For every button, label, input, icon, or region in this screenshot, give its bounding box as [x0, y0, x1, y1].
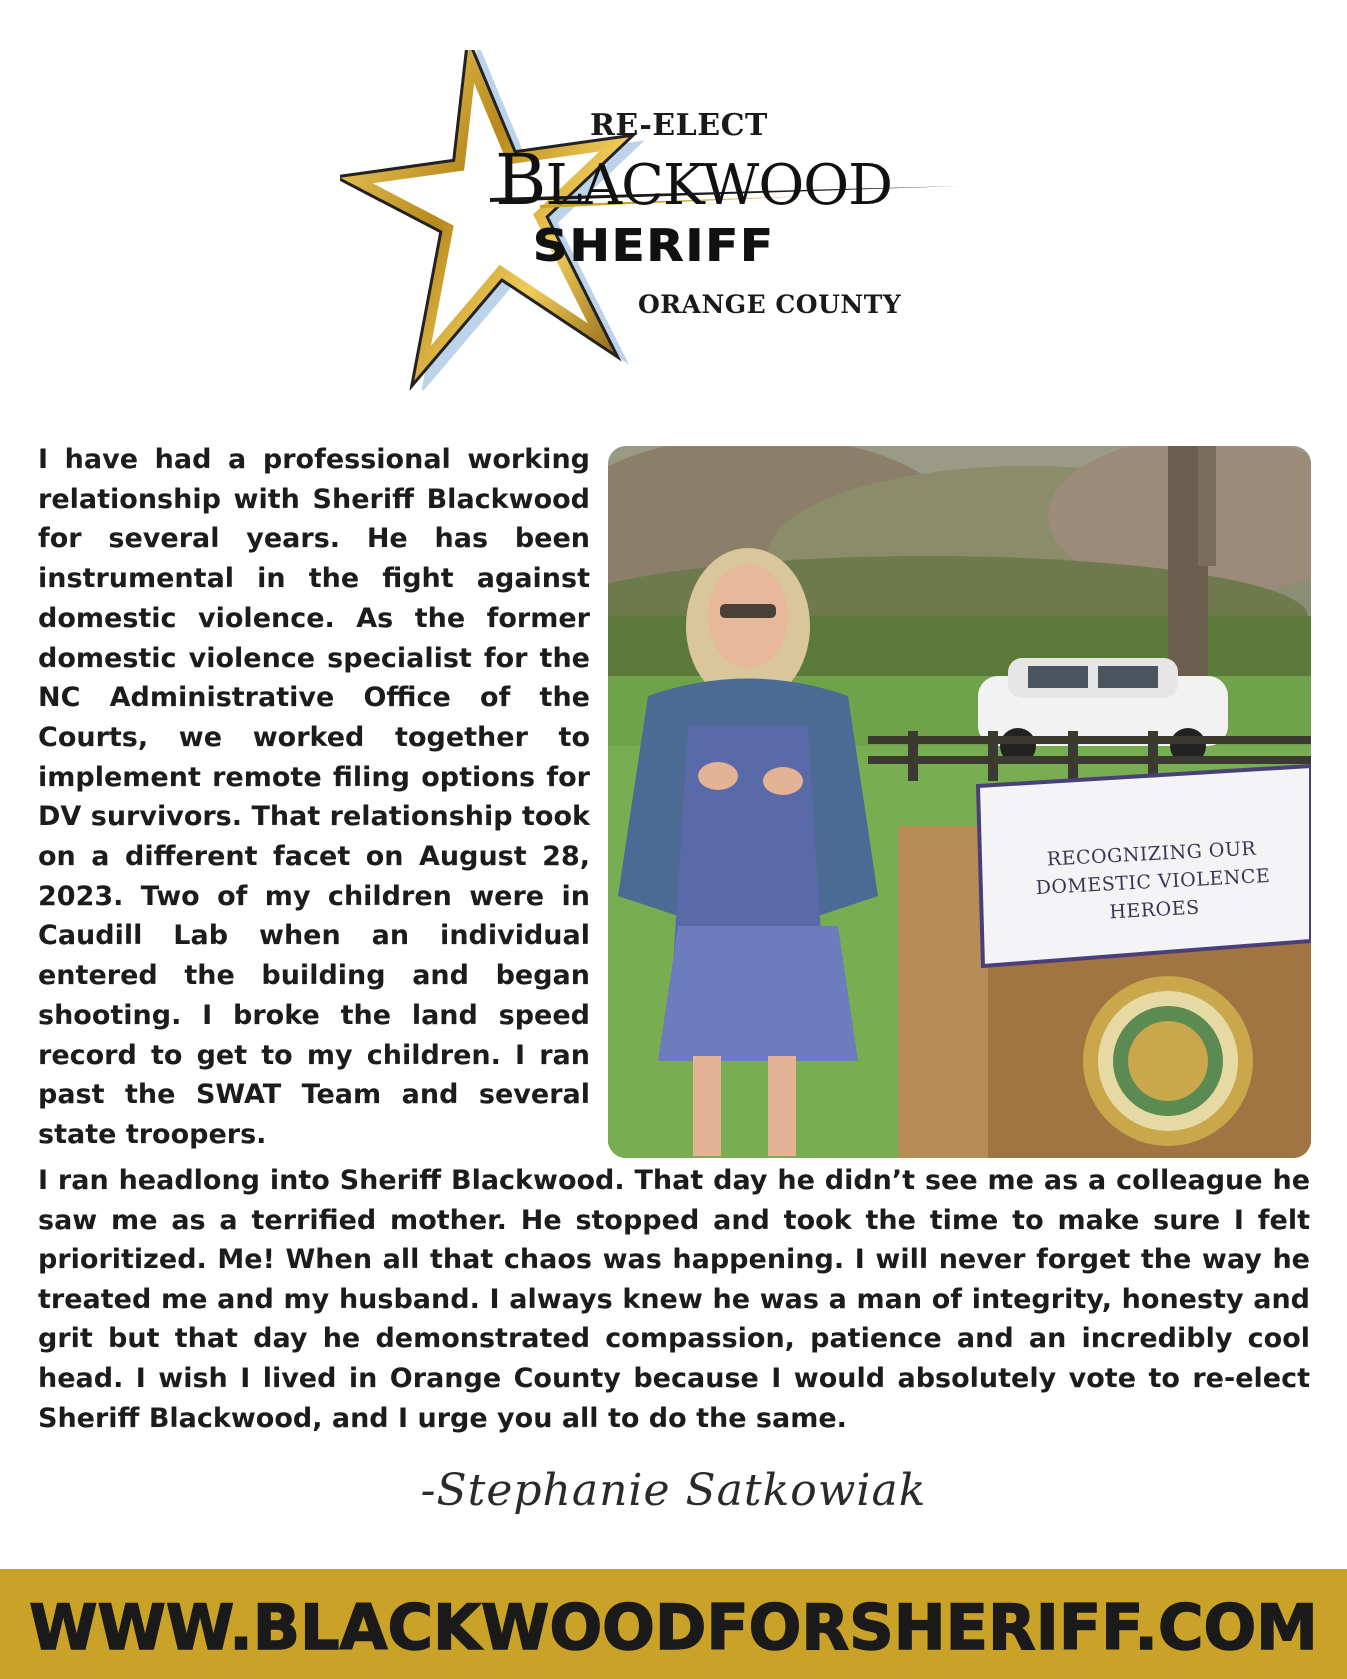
- footer-bar: [0, 1569, 1347, 1679]
- logo-name-initial: B: [495, 139, 546, 221]
- website-url[interactable]: WWW.BLACKWOODFORSHERIFF.COM: [29, 1591, 1318, 1664]
- campaign-logo: [340, 50, 1040, 390]
- podium-sign: [986, 831, 1311, 932]
- logo-reelect-text: RE-ELECT: [590, 108, 768, 143]
- testimonial-paragraph-top: I have had a professional working relationship with Sheriff Blackwood for several years. He has been instrumental in the fight against domestic violence. As the former domestic violence specialist for the NC Administrative Office of the Courts, we worked together to implement remote filing options for DV survivors. That relationship took on a different facet on August 28, 2023. Two of my children were in Caudill Lab when an individual entered the building and began shooting. I broke the land speed record to get to my children. I ran past the SWAT Team and several state troopers.: [38, 444, 590, 1150]
- logo-candidate-name: [495, 139, 893, 221]
- logo-name-rest: LACKWOOD: [545, 153, 893, 218]
- podium-sign-line1: RECOGNIZING OUR: [1046, 837, 1257, 871]
- photo-illustration: [608, 446, 1311, 1158]
- speaker-photo: [608, 446, 1311, 1158]
- signature: -Stephanie Satkowiak: [420, 1465, 927, 1516]
- testimonial-paragraph-bottom: I ran headlong into Sheriff Blackwood. That day he didn’t see me as a colleague he saw me as a terrified mother. He stopped and took the time to make sure I felt prioritized. Me! When all that chaos was happening. I will never forget the way he treated me and my husband. I always knew he was a man of integrity, honesty and grit but that day he demonstrated compassion, patience and an incredibly cool head. I wish I lived in Orange County because I would absolutely vote to re-elect Sheriff Blackwood, and I urge you all to do the same.: [38, 1165, 1310, 1434]
- logo-office-text: SHERIFF: [533, 220, 775, 272]
- podium-sign-line2: DOMESTIC VIOLENCE HEROES: [1035, 864, 1271, 924]
- logo-county-text: ORANGE COUNTY: [638, 290, 902, 319]
